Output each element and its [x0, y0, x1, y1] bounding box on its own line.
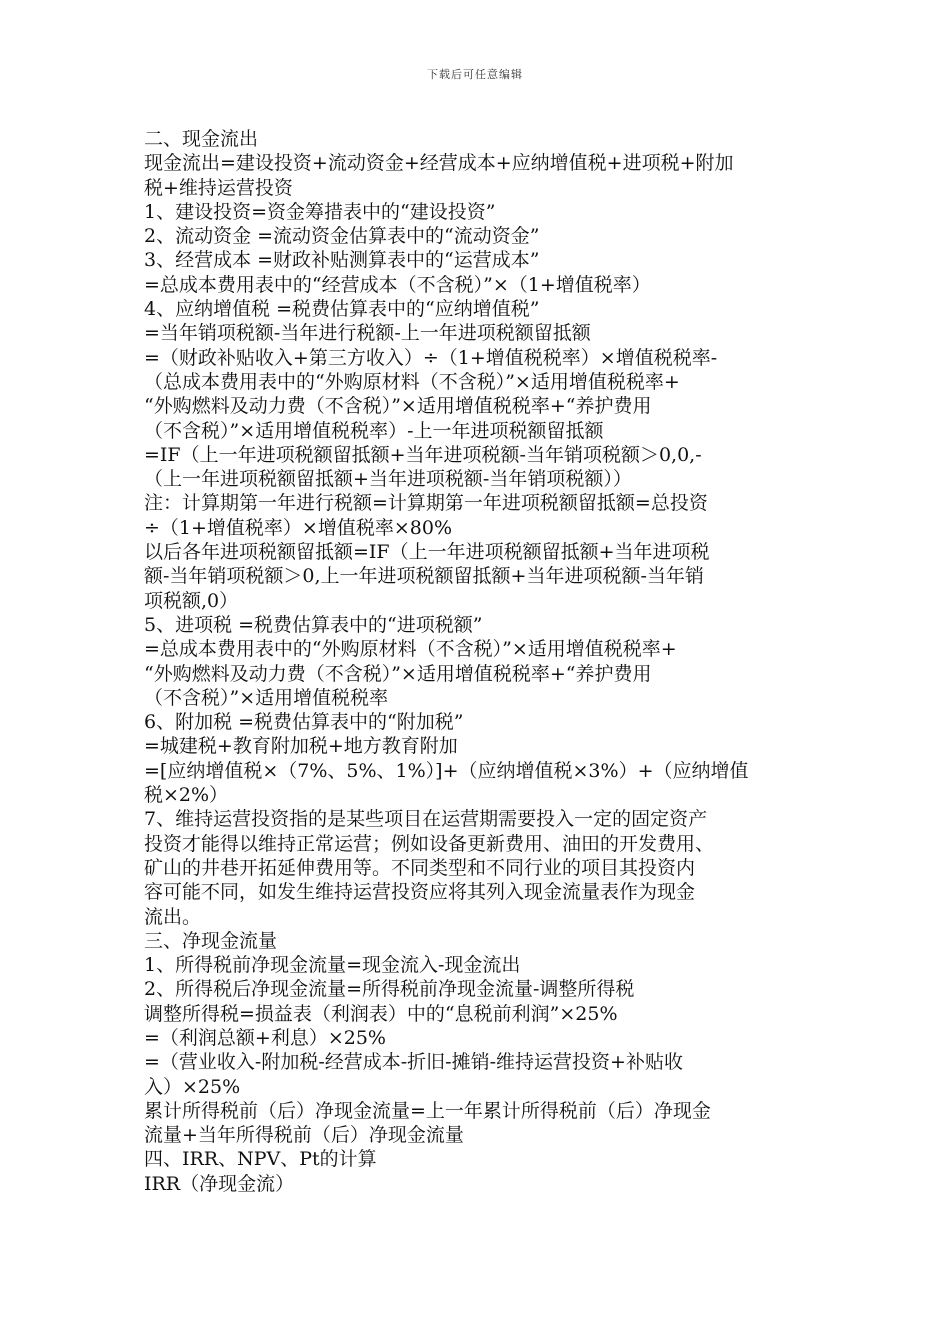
text-line: 税+维持运营投资: [144, 176, 293, 199]
text-line: 3、经营成本 =财政补贴测算表中的“运营成本”: [144, 249, 540, 272]
text-line: =（财政补贴收入+第三方收入）÷（1+增值税税率）×增值税税率-: [144, 346, 718, 369]
text-line: 入）×25%: [144, 1075, 241, 1098]
text-line: 流量+当年所得税前（后）净现金流量: [144, 1124, 464, 1147]
text-line: =总成本费用表中的“经营成本（不含税）”×（1+增值税率）: [144, 273, 651, 296]
text-line: 四、IRR、NPV、Pt的计算: [144, 1148, 377, 1171]
text-line: IRR（净现金流）: [144, 1172, 295, 1195]
text-line: （不含税）”×适用增值税税率）-上一年进项税额留抵额: [144, 419, 604, 442]
text-line: 二、现金流出: [144, 128, 259, 150]
text-line: （上一年进项税额留抵额+当年进项税额-当年销项税额））: [144, 468, 632, 491]
text-line: 以后各年进项税额留抵额=IF（上一年进项税额留抵额+当年进项税: [144, 541, 710, 564]
text-line: =IF（上一年进项税额留抵额+当年进项税额-当年销项税额＞0,0,-: [144, 443, 702, 466]
text-line: 4、应纳增值税 =税费估算表中的“应纳增值税”: [144, 298, 540, 321]
text-line: 三、净现金流量: [144, 929, 278, 952]
text-line: 2、流动资金 =流动资金估算表中的“流动资金”: [144, 225, 540, 248]
text-line: =总成本费用表中的“外购原材料（不含税）”×适用增值税税率+: [144, 638, 677, 661]
text-line: 1、所得税前净现金流量=现金流入-现金流出: [144, 954, 521, 977]
text-line: =（营业收入-附加税-经营成本-折旧-摊销-维持运营投资+补贴收: [144, 1051, 683, 1074]
text-line: （总成本费用表中的“外购原材料（不含税）”×适用增值税税率+: [144, 370, 680, 393]
text-line: =[应纳增值税×（7%、5%、1%）]+（应纳增值税×3%）+（应纳增值: [144, 759, 749, 782]
text-line: 现金流出=建设投资+流动资金+经营成本+应纳增值税+进项税+附加: [144, 152, 734, 175]
text-line: 矿山的井巷开拓延伸费用等。不同类型和不同行业的项目其投资内: [144, 856, 696, 879]
text-line: 注：计算期第一年进行税额=计算期第一年进项税额留抵额=总投资: [144, 492, 708, 515]
text-line: 投资才能得以维持正常运营；例如设备更新费用、油田的开发费用、: [144, 832, 715, 855]
text-line: “外购燃料及动力费（不含税）”×适用增值税税率+“养护费用: [144, 395, 652, 418]
text-line: ÷（1+增值税率）×增值税率×80%: [144, 516, 452, 539]
text-line: 项税额,0）: [144, 589, 239, 612]
text-line: 容可能不同，如发生维持运营投资应将其列入现金流量表作为现金: [144, 881, 696, 904]
text-line: 流出。: [144, 905, 202, 928]
text-line: 1、建设投资=资金筹措表中的“建设投资”: [144, 200, 496, 223]
text-line: 累计所得税前（后）净现金流量=上一年累计所得税前（后）净现金: [144, 1099, 711, 1122]
text-line: =（利润总额+利息）×25%: [144, 1026, 386, 1049]
text-line: 调整所得税=损益表（利润表）中的“息税前利润”×25%: [144, 1002, 618, 1025]
page-header: 下载后可任意编辑: [427, 68, 523, 81]
text-line: 7、维持运营投资指的是某些项目在运营期需要投入一定的固定资产: [144, 808, 708, 831]
document-body: [144, 127, 814, 1196]
text-line: 2、所得税后净现金流量=所得税前净现金流量-调整所得税: [144, 978, 635, 1001]
text-line: =当年销项税额-当年进行税额-上一年进项税额留抵额: [144, 322, 591, 345]
text-line: （不含税）”×适用增值税税率: [144, 686, 389, 709]
text-line: 5、进项税 =税费估算表中的“进项税额”: [144, 613, 483, 636]
text-line: “外购燃料及动力费（不含税）”×适用增值税税率+“养护费用: [144, 662, 652, 685]
text-line: 6、附加税 =税费估算表中的“附加税”: [144, 711, 464, 734]
text-line: 税×2%）: [144, 784, 229, 807]
text-line: =城建税+教育附加税+地方教育附加: [144, 735, 458, 758]
text-line: 额-当年销项税额＞0,上一年进项税额留抵额+当年进项税额-当年销: [144, 565, 704, 588]
